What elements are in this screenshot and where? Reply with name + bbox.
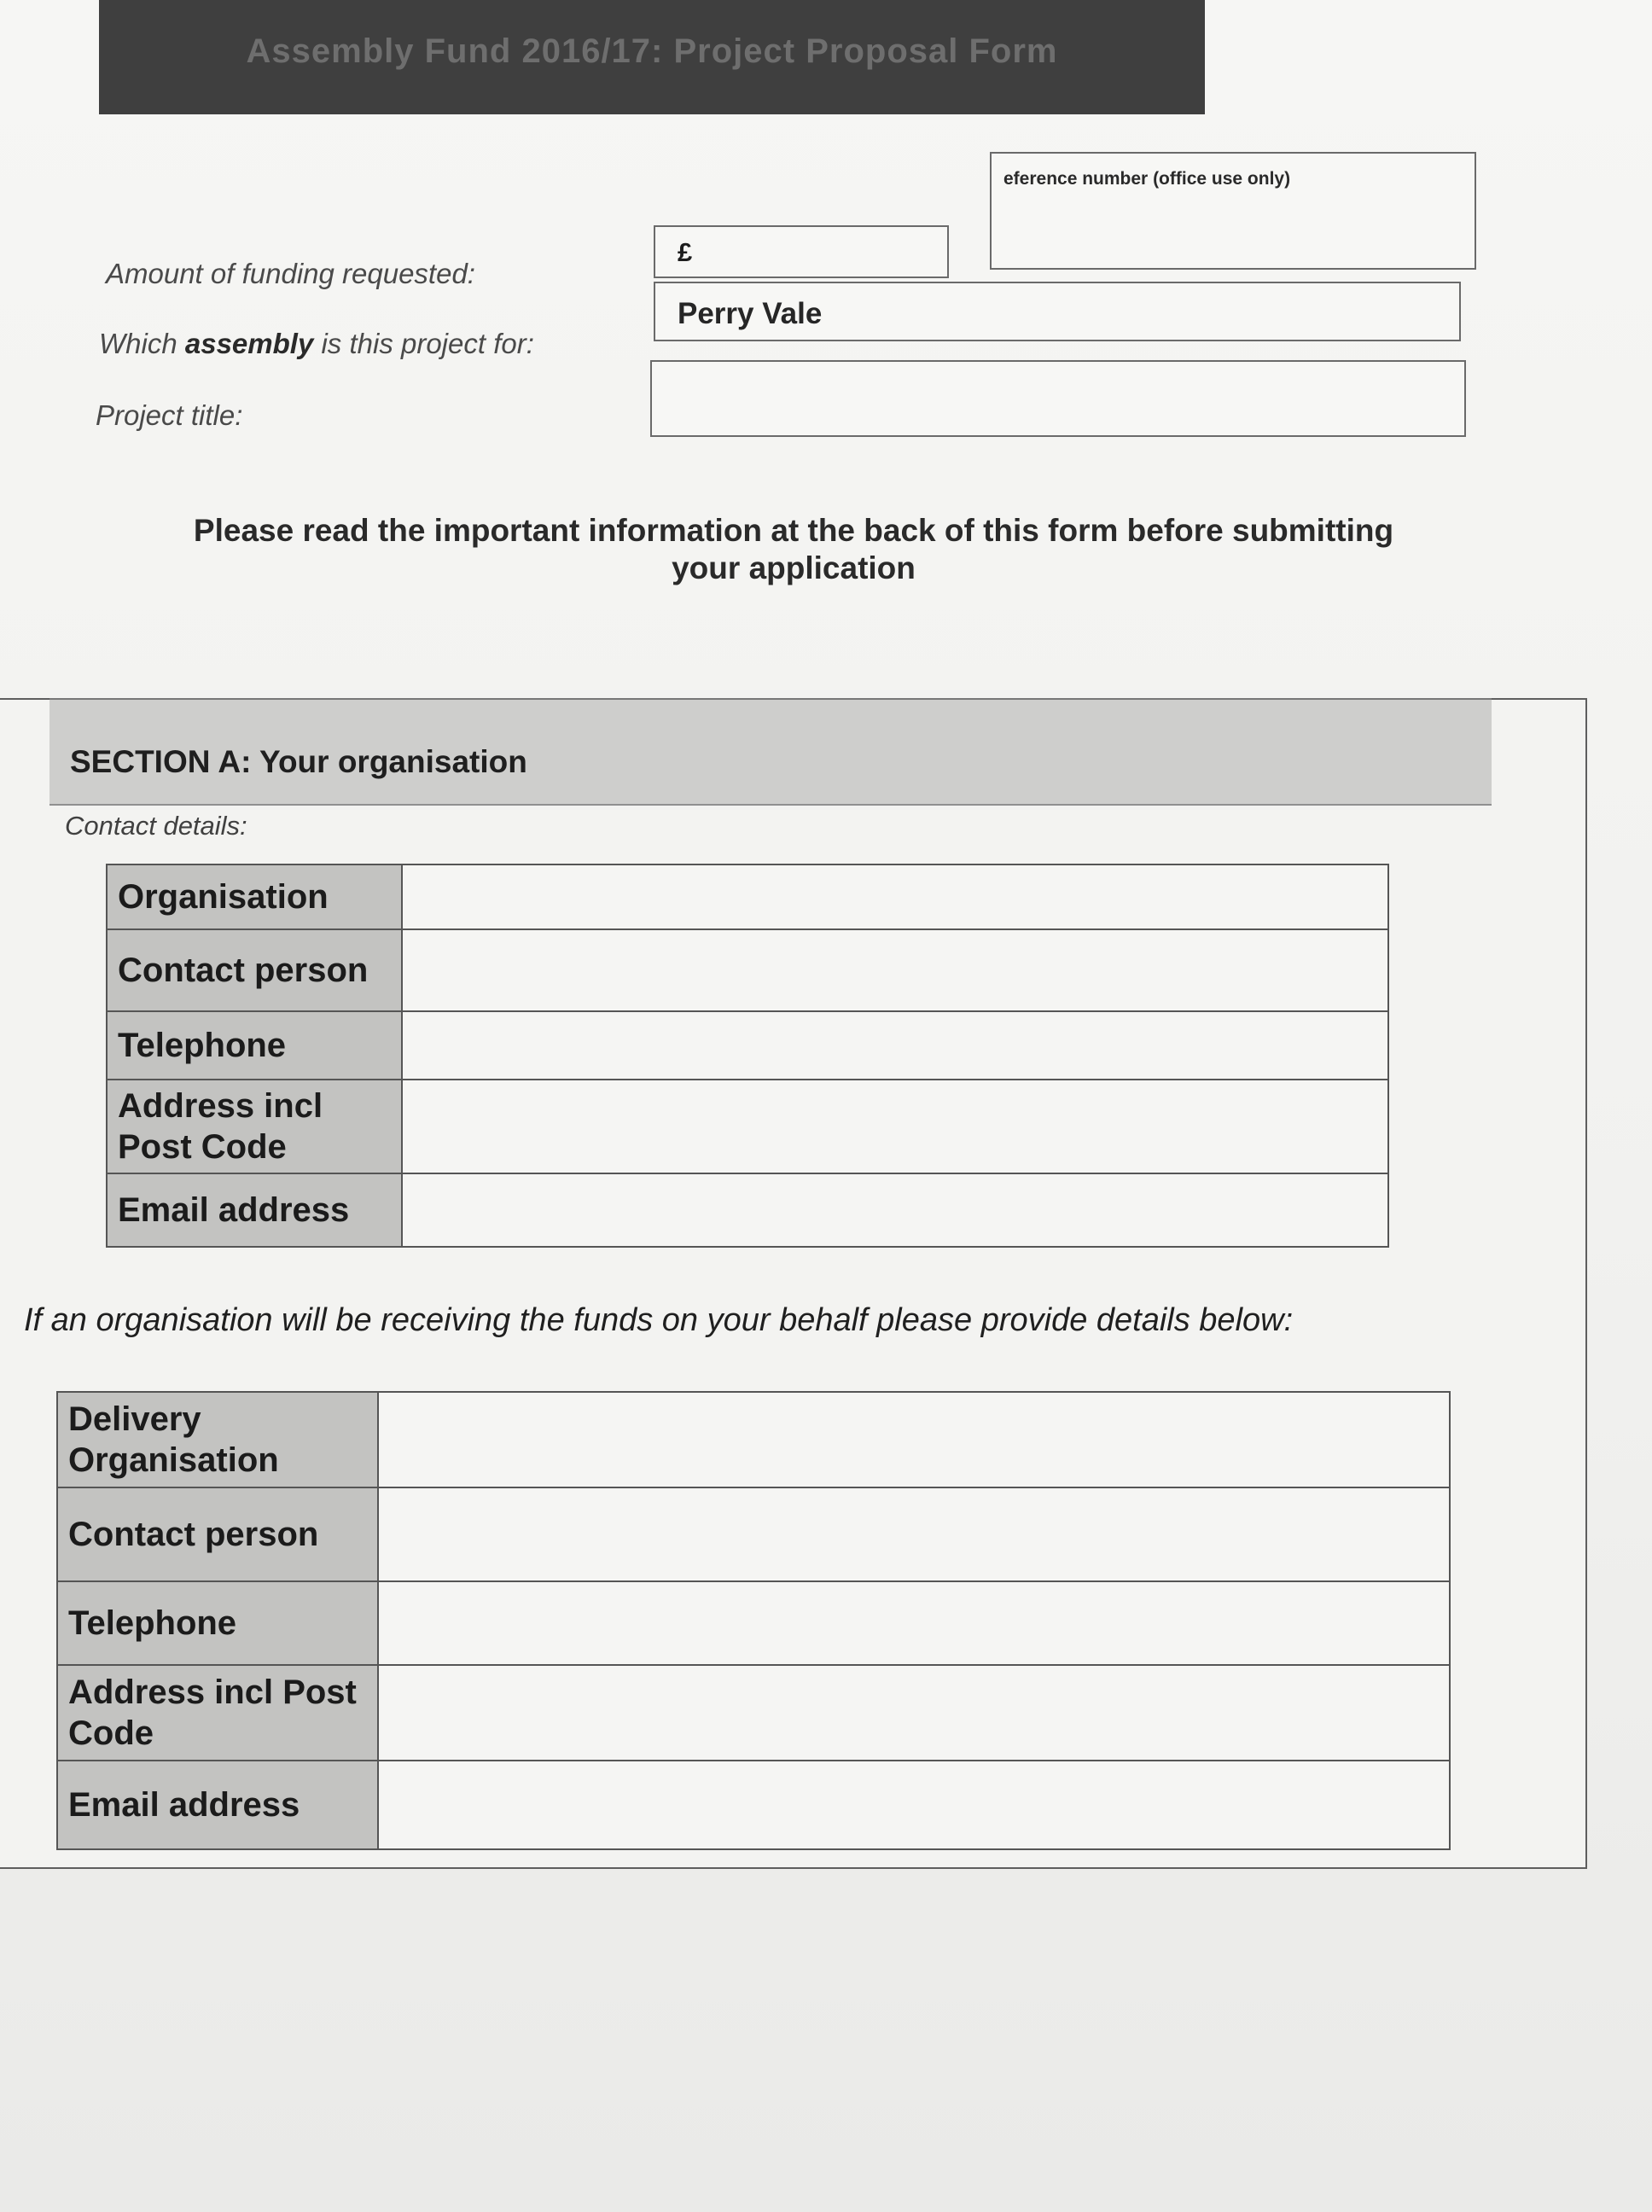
assembly-label-post: is this project for: xyxy=(313,328,534,359)
notice-line-1: Please read the important information at the back of this form before submitting xyxy=(193,513,1394,548)
assembly-field[interactable]: Perry Vale xyxy=(654,282,1461,341)
assembly-label-pre: Which xyxy=(99,328,185,359)
contact-details-caption: Contact details: xyxy=(65,811,247,841)
table-row xyxy=(57,1761,1450,1849)
project-title-label: Project title: xyxy=(96,399,243,431)
assembly-label xyxy=(99,328,534,360)
telephone-input[interactable] xyxy=(402,1011,1388,1080)
contact-person-label: Contact person xyxy=(107,929,402,1011)
table-row xyxy=(107,1173,1388,1247)
table-row xyxy=(107,1011,1388,1080)
delivery-organisation-label: Delivery Organisation xyxy=(57,1392,378,1487)
contact-person-input[interactable] xyxy=(402,929,1388,1011)
telephone-label: Telephone xyxy=(107,1011,402,1080)
email-input[interactable] xyxy=(402,1173,1388,1247)
important-notice xyxy=(111,512,1476,587)
form-header-bar xyxy=(99,0,1205,114)
delivery-telephone-label: Telephone xyxy=(57,1581,378,1665)
table-row xyxy=(57,1487,1450,1581)
organisation-table xyxy=(106,864,1389,1248)
address-input[interactable] xyxy=(402,1080,1388,1173)
organisation-input[interactable] xyxy=(402,864,1388,929)
reference-number-label: eference number (office use only) xyxy=(1003,169,1291,189)
delivery-email-input[interactable] xyxy=(378,1761,1450,1849)
notice-line-2: your application xyxy=(672,550,916,585)
delivery-organisation-input[interactable] xyxy=(378,1392,1450,1487)
behalf-note: If an organisation will be receiving the funds on your behalf please provide details below: xyxy=(24,1302,1294,1338)
form-title: Assembly Fund 2016/17: Project Proposal Form xyxy=(246,32,1058,70)
table-row xyxy=(57,1392,1450,1487)
delivery-email-label: Email address xyxy=(57,1761,378,1849)
table-row xyxy=(57,1581,1450,1665)
reference-number-box xyxy=(990,152,1476,270)
section-a-heading: SECTION A: Your organisation xyxy=(49,698,1492,806)
table-row xyxy=(107,864,1388,929)
organisation-label: Organisation xyxy=(107,864,402,929)
table-row xyxy=(107,929,1388,1011)
assembly-label-bold: assembly xyxy=(184,328,314,359)
amount-label: Amount of funding requested: xyxy=(106,258,475,289)
delivery-telephone-input[interactable] xyxy=(378,1581,1450,1665)
delivery-address-label: Address incl Post Code xyxy=(57,1665,378,1761)
amount-field[interactable]: £ xyxy=(654,225,949,278)
delivery-address-input[interactable] xyxy=(378,1665,1450,1761)
table-row xyxy=(57,1665,1450,1761)
table-row xyxy=(107,1080,1388,1173)
delivery-contact-person-label: Contact person xyxy=(57,1487,378,1581)
project-title-field[interactable] xyxy=(650,360,1466,437)
email-label: Email address xyxy=(107,1173,402,1247)
delivery-organisation-table xyxy=(56,1391,1451,1850)
address-label: Address incl Post Code xyxy=(107,1080,402,1173)
delivery-contact-person-input[interactable] xyxy=(378,1487,1450,1581)
